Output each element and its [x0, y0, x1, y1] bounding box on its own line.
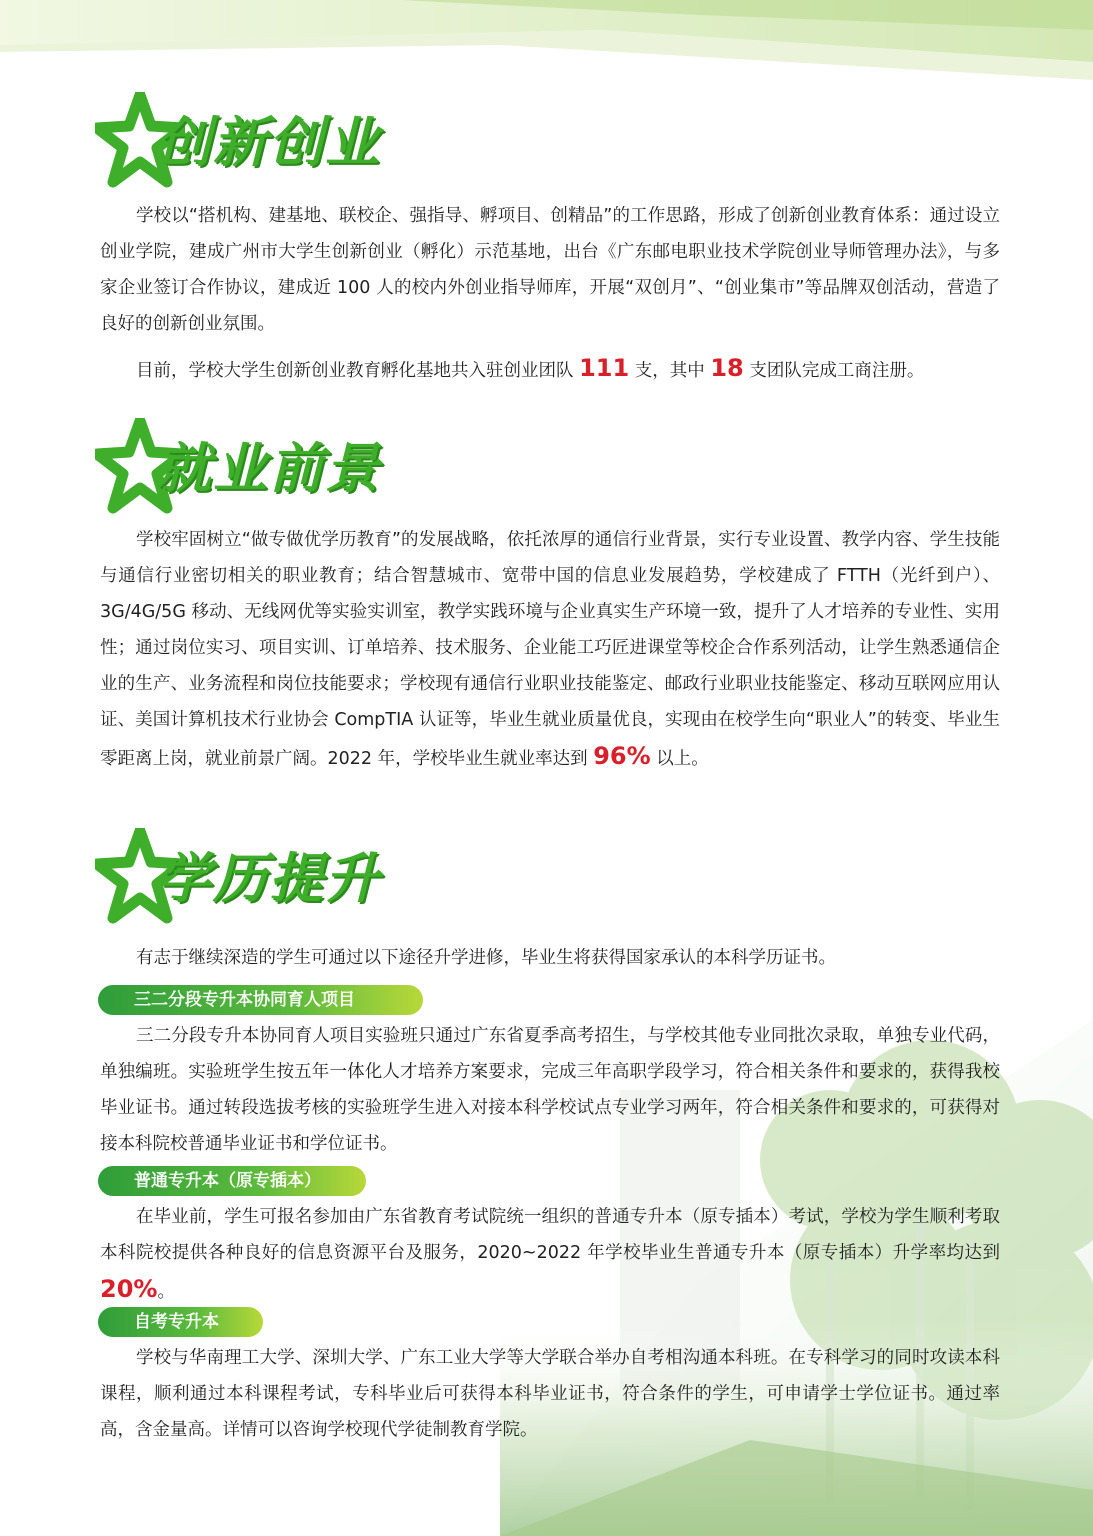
degree-item-text: 学校与华南理工大学、深圳大学、广东工业大学等大学联合举办自考相沟通本科班。在专科学习的同时攻读本科课程，顺利通过本科课程考试，专科毕业后可获得本科毕业证书，符合条件的学生，可申请学士学位证书。通过率高，含金量高。详情可以咨询学校现代学徒制教育学院。 — [100, 1348, 1000, 1440]
top-decoration — [0, 0, 1093, 90]
employment-paragraph: 学校牢固树立“做专做优学历教育”的发展战略，依托浓厚的通信行业背景，实行专业设置、教学内容、学生技能与通信行业密切相关的职业教育；结合智慧城市、宽带中国的信息业发展趋势，学校建成了 FTTH（光纤到户）、3G/4G/5G 移动、无线网优等实验实训室，教学实践环境与企业真实生产环境一致，提升了人才培养的专业性、实用性；通过岗位实习、项目实训、订单培养、技术服务、企业能工巧匠进课堂等校企合作系列活动，让学生熟悉通信企业的生产、业务流程和岗位技能要求；学校现有通信行业职业技能鉴定、邮政行业职业技能鉴定、移动互联网应用认证、美国计算机技术行业协会 CompTIA 认证等，毕业生就业质量优良，实现由在校学生向“职业人”的转变、毕业生零距离上岗，就业前景广阔。2022 年，学校毕业生就业率达到 96% 以上。 — [100, 530, 1000, 770]
team-count: 111 — [579, 354, 630, 382]
subheading-pill: 普通专升本（原专插本） — [98, 1166, 366, 1196]
employment-rate: 96% — [593, 742, 651, 770]
registered-count: 18 — [710, 354, 744, 382]
subheading-pill: 三二分段专升本协同育人项目 — [98, 985, 423, 1015]
section-title: 学历提升 — [157, 847, 381, 910]
upgrade-rate: 20% — [100, 1275, 158, 1303]
section-title: 就业前景 — [157, 437, 381, 500]
section-heading-employment — [95, 418, 415, 518]
innovation-paragraph: 学校以“搭机构、建基地、联校企、强指导、孵项目、创精品”的工作思路，形成了创新创业教育体系：通过设立创业学院，建成广州市大学生创新创业（孵化）示范基地，出台《广东邮电职业技术学院创业导师管理办法》，与多家企业签订合作协议，建成近 100 人的校内外创业指导师库，开展“双创月”、“创业集市”等品牌双创活动，营造了良好的创新创业氛围。 — [100, 206, 1000, 334]
degree-item-text: 在毕业前，学生可报名参加由广东省教育考试院统一组织的普通专升本（原专插本）考试，学校为学生顺利考取本科院校提供各种良好的信息资源平台及服务，2020~2022 年学校毕业生普通专升本（原专插本）升学率均达到20%。 — [100, 1207, 1000, 1303]
section-title: 创新创业 — [157, 111, 381, 174]
section-heading-degree — [95, 828, 415, 928]
degree-item-text: 三二分段专升本协同育人项目实验班只通过广东省夏季高考招生，与学校其他专业同批次录取，单独专业代码，单独编班。实验班学生按五年一体化人才培养方案要求，完成三年高职学段学习，符合相关条件和要求的，获得我校毕业证书。通过转段选拔考核的实验班学生进入对接本科学校试点专业学习两年，符合相关条件和要求的，可获得对接本科院校普通毕业证书和学位证书。 — [100, 1026, 1000, 1154]
subheading-pill: 自考专升本 — [98, 1307, 263, 1337]
section-heading-innovation — [95, 92, 415, 192]
degree-intro: 有志于继续深造的学生可通过以下途径升学进修，毕业生将获得国家承认的本科学历证书。 — [136, 948, 836, 968]
innovation-stats-paragraph: 目前，学校大学生创新创业教育孵化基地共入驻创业团队 111 支，其中 18 支团队完成工商注册。 — [136, 354, 925, 382]
